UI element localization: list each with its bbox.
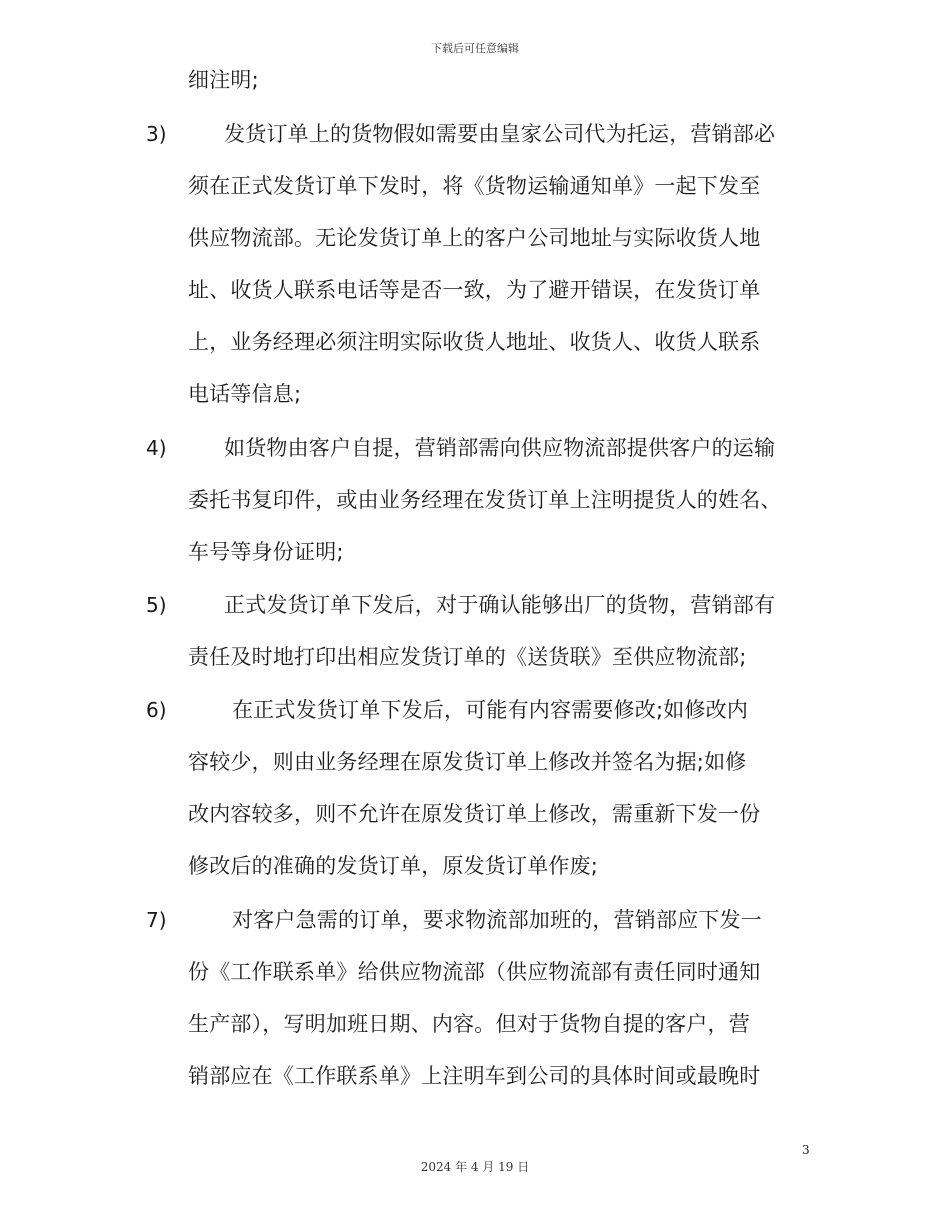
item-line: 改内容较多，则不允许在原发货订单上修改，需重新下发一份 — [188, 802, 761, 826]
item-number: 5) — [146, 593, 167, 617]
item-number: 7) — [146, 908, 167, 932]
item-line: 销部应在《工作联系单》上注明车到公司的具体时间或最晚时 — [188, 1064, 761, 1088]
intro-line: 细注明; — [188, 68, 259, 92]
item-number: 3) — [146, 122, 167, 146]
item-number: 4) — [146, 436, 167, 460]
footer-date: 2024 年 4 月 19 日 — [420, 1160, 530, 1174]
item-line: 发货订单上的货物假如需要由皇家公司代为托运，营销部必 — [224, 122, 776, 146]
item-line: 生产部），写明加班日期、内容。但对于货物自提的客户，营 — [188, 1012, 750, 1036]
page-header: 下载后可任意编辑 — [431, 42, 519, 55]
item-line: 对客户急需的订单，要求物流部加班的，营销部应下发一 — [232, 908, 762, 932]
item-line: 如货物由客户自提，营销部需向供应物流部提供客户的运输 — [224, 436, 776, 460]
item-line: 供应物流部。无论发货订单上的客户公司地址与实际收货人地 — [188, 226, 761, 250]
item-line: 车号等身份证明; — [188, 540, 344, 564]
item-line: 在正式发货订单下发后，可能有内容需要修改;如修改内 — [232, 698, 749, 722]
item-line: 正式发货订单下发后，对于确认能够出厂的货物，营销部有 — [224, 593, 776, 617]
item-line: 电话等信息; — [188, 382, 302, 406]
item-line: 份《工作联系单》给供应物流部（供应物流部有责任同时通知 — [188, 960, 761, 984]
item-line: 委托书复印件，或由业务经理在发货订单上注明提货人的姓名、 — [188, 488, 782, 512]
item-line: 责任及时地打印出相应发货订单的《送货联》至供应物流部; — [188, 645, 747, 669]
item-number: 6) — [146, 698, 167, 722]
item-line: 修改后的准确的发货订单，原发货订单作废; — [188, 854, 599, 878]
item-line: 址、收货人联系电话等是否一致，为了避开错误，在发货订单 — [188, 278, 761, 302]
item-line: 上，业务经理必须注明实际收货人地址、收货人、收货人联系 — [188, 330, 761, 354]
item-line: 容较少，则由业务经理在原发货订单上修改并签名为据;如修 — [188, 750, 747, 774]
page-number: 3 — [802, 1143, 810, 1157]
item-line: 须在正式发货订单下发时，将《货物运输通知单》一起下发至 — [188, 174, 761, 198]
